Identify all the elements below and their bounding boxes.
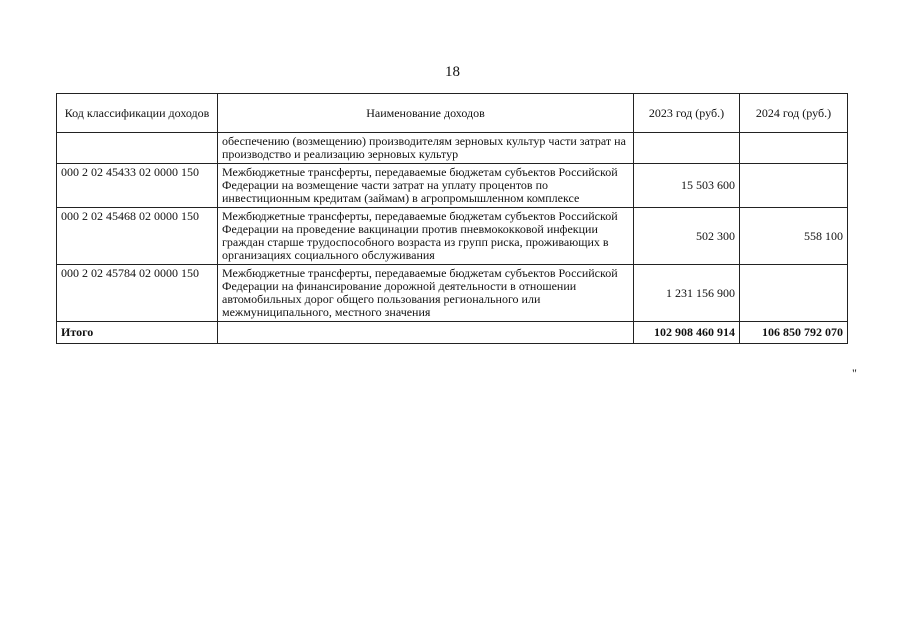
- row-value-2023: [634, 133, 740, 164]
- row-code: 000 2 02 45784 02 0000 150: [57, 265, 218, 322]
- row-name: обеспечению (возмещению) производителям зерновых культур части затрат на производство и реализацию зерновых культур: [218, 133, 634, 164]
- total-value-2023: 102 908 460 914: [634, 322, 740, 344]
- header-code: Код классификации доходов: [57, 94, 218, 133]
- row-value-2023: 502 300: [634, 208, 740, 265]
- row-name: Межбюджетные трансферты, передаваемые бюджетам субъектов Российской Федерации на проведение вакцинации против пневмококковой инфекции граждан старше трудоспособного возраста из групп риска, проживающих в организациях социального обслуживания: [218, 208, 634, 265]
- table-row: [57, 164, 848, 208]
- total-row: [57, 322, 848, 344]
- total-label: Итого: [57, 322, 218, 344]
- table-row: [57, 265, 848, 322]
- closing-quote-mark: ": [852, 366, 857, 380]
- row-code: 000 2 02 45433 02 0000 150: [57, 164, 218, 208]
- table-row: [57, 133, 848, 164]
- income-table: [56, 93, 848, 344]
- row-value-2024: [740, 265, 848, 322]
- page-number: 18: [445, 64, 460, 80]
- row-value-2024: 558 100: [740, 208, 848, 265]
- row-value-2023: 15 503 600: [634, 164, 740, 208]
- row-value-2023: 1 231 156 900: [634, 265, 740, 322]
- row-code: [57, 133, 218, 164]
- header-name: Наименование доходов: [218, 94, 634, 133]
- row-name: Межбюджетные трансферты, передаваемые бюджетам субъектов Российской Федерации на финансирование дорожной деятельности в отношении автомобильных дорог общего пользования регионального или межмуниципального, местного значения: [218, 265, 634, 322]
- row-name: Межбюджетные трансферты, передаваемые бюджетам субъектов Российской Федерации на возмещение части затрат на уплату процентов по инвестиционным кредитам (займам) в агропромышленном комплексе: [218, 164, 634, 208]
- total-value-2024: 106 850 792 070: [740, 322, 848, 344]
- table-row: [57, 208, 848, 265]
- table-header-row: [57, 94, 848, 133]
- row-value-2024: [740, 133, 848, 164]
- header-2024: 2024 год (руб.): [740, 94, 848, 133]
- row-code: 000 2 02 45468 02 0000 150: [57, 208, 218, 265]
- row-value-2024: [740, 164, 848, 208]
- header-2023: 2023 год (руб.): [634, 94, 740, 133]
- total-name-empty: [218, 322, 634, 344]
